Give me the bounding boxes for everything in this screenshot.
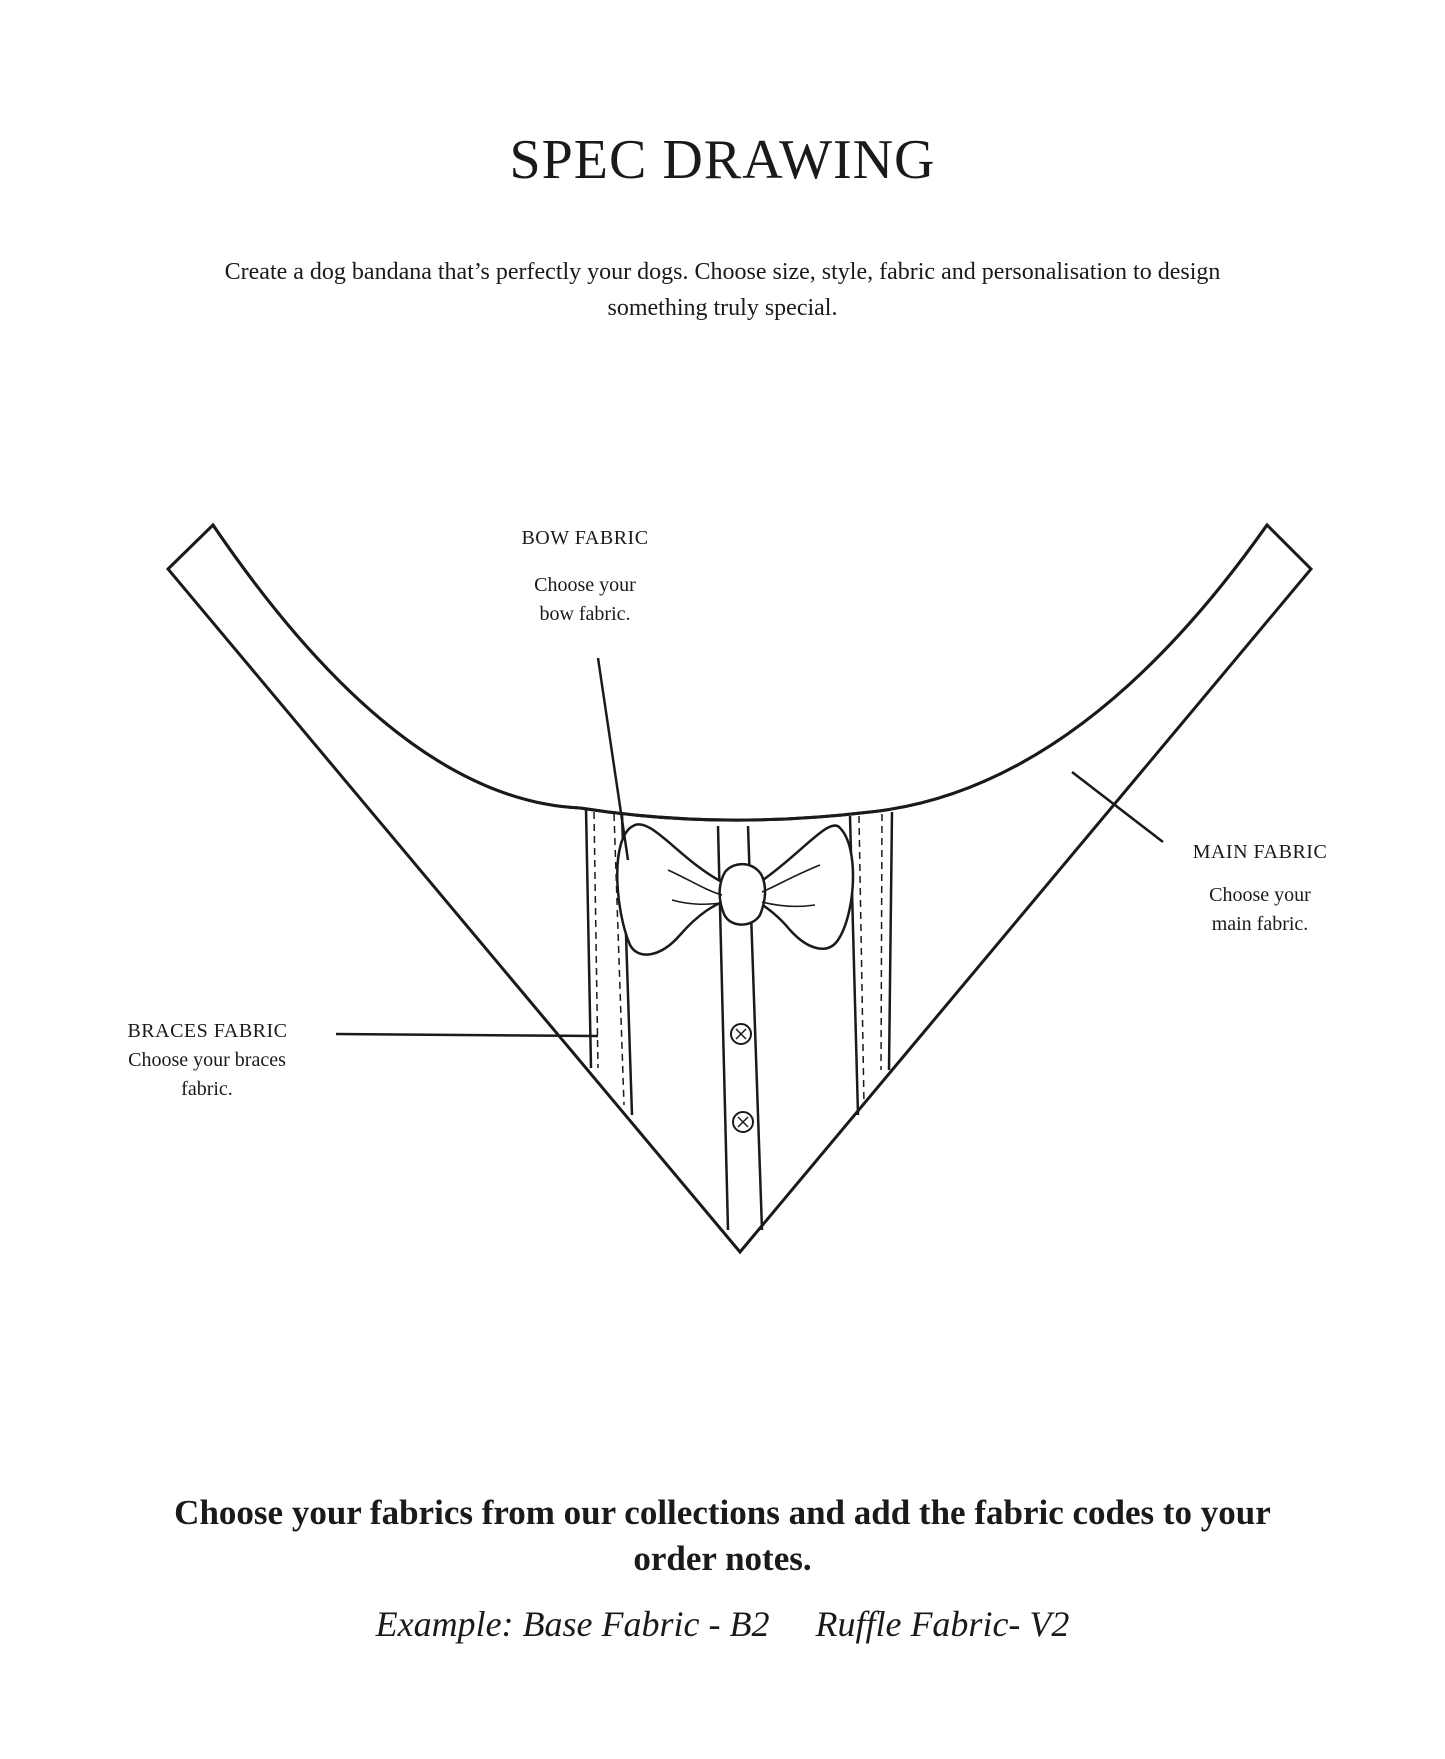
fabric-instructions: Choose your fabrics from our collections and add the fabric codes to your order notes.	[174, 1493, 1271, 1578]
bow-tie-icon	[617, 824, 853, 954]
page-title: SPEC DRAWING	[509, 129, 936, 191]
example-ruffle-fabric: Ruffle Fabric- V2	[815, 1604, 1070, 1644]
shirt-buttons	[731, 1024, 753, 1132]
main-fabric-heading: MAIN FABRIC	[1192, 841, 1328, 863]
fabric-code-example	[0, 1603, 1445, 1645]
main-fabric-description: Choose your main fabric.	[1209, 884, 1311, 935]
main-fabric-label	[1160, 838, 1360, 939]
bow-fabric-label	[470, 524, 700, 629]
bow-fabric-heading: BOW FABRIC	[521, 527, 649, 549]
braces-fabric-label	[100, 1017, 315, 1104]
example-base-fabric: Example: Base Fabric - B2	[375, 1604, 770, 1644]
braces-fabric-heading: BRACES FABRIC	[127, 1020, 288, 1042]
bandana-neckline	[213, 525, 1267, 820]
main-leader-line	[1072, 772, 1163, 842]
braces-fabric-description: Choose your braces fabric.	[128, 1049, 286, 1100]
bow-leader-line	[598, 658, 628, 860]
bow-fabric-description: Choose your bow fabric.	[534, 574, 636, 625]
intro-text: Create a dog bandana that’s perfectly your dogs. Choose size, style, fabric and personalisation to design something truly special.	[224, 259, 1221, 321]
